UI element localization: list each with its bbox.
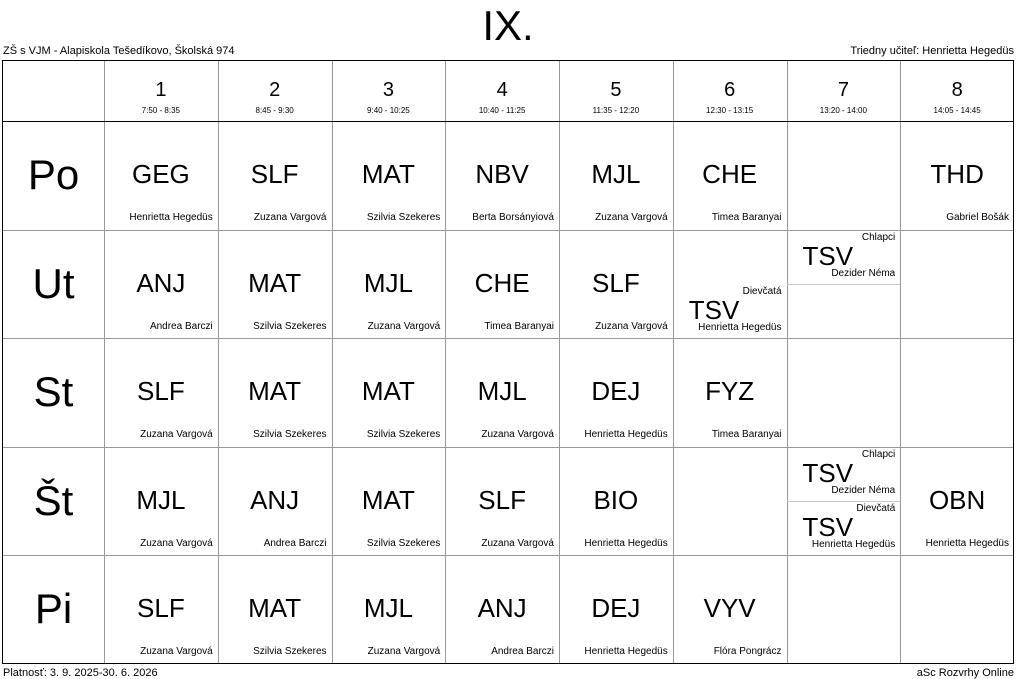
lesson-cell[interactable] <box>218 447 332 556</box>
period-header <box>559 61 673 121</box>
teacher-name: Berta Borsányiová <box>472 212 554 223</box>
day-label: Pi <box>34 585 73 633</box>
subject-code: NBV <box>475 159 529 189</box>
group-label: Chlapci <box>861 231 896 243</box>
brand-text: aSc Rozvrhy Online <box>916 667 1014 679</box>
group-label: Dievčatá <box>742 285 782 297</box>
group-lesson-cell[interactable] <box>673 284 787 338</box>
lesson-cell[interactable] <box>218 230 332 339</box>
teacher-name: Zuzana Vargová <box>367 646 441 658</box>
teacher-name: Flóra Pongrácz <box>713 646 782 658</box>
teacher-name: Szilvia Szekeres <box>366 212 441 223</box>
lesson-cell[interactable] <box>104 338 218 447</box>
lesson-cell[interactable] <box>104 230 218 339</box>
subject-code: DEJ <box>591 593 641 624</box>
timetable-grid <box>2 60 1014 664</box>
lesson-cell[interactable] <box>104 121 218 230</box>
teacher-name: Zuzana Vargová <box>595 212 668 223</box>
teacher-name: Dezider Néma <box>831 484 896 496</box>
lesson-cell[interactable] <box>104 447 218 556</box>
lesson-cell[interactable] <box>332 121 446 230</box>
period-number: 1 <box>155 79 167 101</box>
lesson-cell[interactable] <box>445 555 559 664</box>
subject-code: ANJ <box>250 484 300 515</box>
teacher-name: Szilvia Szekeres <box>253 646 327 658</box>
teacher-name: Szilvia Szekeres <box>366 537 441 549</box>
period-number: 5 <box>610 79 622 101</box>
subject-code: MAT <box>248 593 302 624</box>
teacher-name: Zuzana Vargová <box>140 646 213 658</box>
subject-code: SLF <box>478 484 526 515</box>
group-lesson-cell[interactable] <box>787 230 901 285</box>
lesson-cell[interactable] <box>218 338 332 447</box>
teacher-name: Andrea Barczi <box>149 320 213 332</box>
subject-code: MJL <box>591 159 641 189</box>
teacher-name: Zuzana Vargová <box>481 537 554 549</box>
lesson-cell[interactable] <box>332 555 446 664</box>
validity-text: Platnosť: 3. 9. 2025-30. 6. 2026 <box>3 667 158 679</box>
teacher-name: Henrietta Hegedüs <box>584 429 668 441</box>
teacher-name: Zuzana Vargová <box>367 320 441 332</box>
period-time: 13:20 - 14:00 <box>819 106 867 115</box>
period-time: 11:35 - 12:20 <box>592 106 640 115</box>
teacher-name: Henrietta Hegedüs <box>584 537 668 549</box>
subject-code: OBN <box>928 484 986 515</box>
teacher-name: Szilvia Szekeres <box>253 429 327 441</box>
lesson-cell[interactable] <box>445 447 559 556</box>
lesson-cell[interactable] <box>332 338 446 447</box>
teacher-name: Henrietta Hegedüs <box>584 646 668 658</box>
subject-code: MAT <box>361 484 415 515</box>
subject-code: MAT <box>248 267 302 298</box>
subject-code: MAT <box>361 159 415 189</box>
grid-vline <box>787 61 788 663</box>
lesson-cell[interactable] <box>332 230 446 339</box>
subject-code: TSV <box>688 294 740 325</box>
period-header <box>218 61 332 121</box>
lesson-cell[interactable] <box>445 338 559 447</box>
period-number: 6 <box>724 79 736 101</box>
subject-code: SLF <box>592 267 640 298</box>
teacher-name: Timea Baranyai <box>711 212 782 223</box>
lesson-cell[interactable] <box>673 121 787 230</box>
period-time: 7:50 - 8:35 <box>141 106 180 115</box>
subject-code: SLF <box>137 593 185 624</box>
subject-code: MAT <box>361 376 415 407</box>
class-teacher: Triedny učiteľ: Henrietta Hegedüs <box>850 45 1014 57</box>
lesson-cell[interactable] <box>559 121 673 230</box>
school-name: ZŠ s VJM - Alapiskola Tešedíkovo, Školská 974 <box>3 45 235 57</box>
lesson-cell[interactable] <box>104 555 218 664</box>
period-number: 4 <box>496 79 508 101</box>
lesson-cell[interactable] <box>673 338 787 447</box>
lesson-cell[interactable] <box>218 121 332 230</box>
teacher-name: Andrea Barczi <box>491 646 554 658</box>
teacher-name: Dezider Néma <box>831 267 896 279</box>
subject-code: MJL <box>136 484 186 515</box>
teacher-name: Zuzana Vargová <box>140 429 213 441</box>
period-header <box>445 61 559 121</box>
period-number: 7 <box>837 79 849 101</box>
teacher-name: Zuzana Vargová <box>595 320 668 332</box>
period-time: 8:45 - 9:30 <box>255 106 294 115</box>
day-label: St <box>33 368 74 416</box>
teacher-name: Henrietta Hegedüs <box>129 212 213 223</box>
period-number: 2 <box>269 79 281 101</box>
lesson-cell[interactable] <box>559 447 673 556</box>
lesson-cell[interactable] <box>559 555 673 664</box>
teacher-name: Zuzana Vargová <box>481 429 554 441</box>
teacher-name: Andrea Barczi <box>263 537 327 549</box>
subject-code: TSV <box>802 512 854 543</box>
subject-code: ANJ <box>136 267 186 298</box>
lesson-cell[interactable] <box>900 447 1014 556</box>
subject-code: GEG <box>131 159 190 189</box>
subject-code: MJL <box>363 267 413 298</box>
period-number: 3 <box>382 79 394 101</box>
teacher-name: Gabriel Bošák <box>946 212 1009 223</box>
subject-code: CHE <box>702 159 758 189</box>
teacher-name: Henrietta Hegedüs <box>698 321 782 333</box>
teacher-name: Timea Baranyai <box>711 429 782 441</box>
group-lesson-cell[interactable] <box>787 501 901 555</box>
period-number: 8 <box>951 79 963 101</box>
subject-code: MAT <box>248 376 302 407</box>
lesson-cell[interactable] <box>332 447 446 556</box>
period-header <box>104 61 218 121</box>
day-label: Ut <box>32 259 75 307</box>
period-header <box>673 61 787 121</box>
period-header <box>332 61 446 121</box>
lesson-cell[interactable] <box>559 230 673 339</box>
period-time: 14:05 - 14:45 <box>933 106 981 115</box>
class-title: IX. <box>482 2 534 49</box>
subject-code: BIO <box>593 484 639 515</box>
period-time: 9:40 - 10:25 <box>367 106 410 115</box>
lesson-cell[interactable] <box>218 555 332 664</box>
subject-code: CHE <box>474 267 530 298</box>
day-label: Št <box>33 476 74 524</box>
subject-code: DEJ <box>591 376 641 407</box>
period-time: 10:40 - 11:25 <box>478 106 526 115</box>
lesson-cell[interactable] <box>673 555 787 664</box>
period-header <box>787 61 901 121</box>
teacher-name: Zuzana Vargová <box>253 212 327 223</box>
teacher-name: Timea Baranyai <box>484 320 554 332</box>
day-label: Po <box>27 151 80 198</box>
subject-code: FYZ <box>705 376 755 407</box>
subject-code: MJL <box>363 593 413 624</box>
subject-code: ANJ <box>477 593 527 624</box>
teacher-name: Henrietta Hegedüs <box>811 539 896 551</box>
teacher-name: Zuzana Vargová <box>140 537 213 549</box>
teacher-name: Henrietta Hegedüs <box>925 537 1009 549</box>
teacher-name: Szilvia Szekeres <box>253 320 327 332</box>
lesson-cell[interactable] <box>445 230 559 339</box>
period-header <box>900 61 1014 121</box>
lesson-cell[interactable] <box>445 121 559 230</box>
period-time: 12:30 - 13:15 <box>706 106 754 115</box>
subject-code: SLF <box>137 376 185 407</box>
subject-code: THD <box>930 159 984 189</box>
lesson-cell[interactable] <box>559 338 673 447</box>
subject-code: MJL <box>477 376 527 407</box>
subject-code: SLF <box>250 159 299 189</box>
group-lesson-cell[interactable] <box>787 447 901 502</box>
group-label: Dievčatá <box>856 503 896 515</box>
subject-code: TSV <box>802 240 854 271</box>
subject-code: TSV <box>802 457 854 488</box>
group-label: Chlapci <box>861 448 896 460</box>
lesson-cell[interactable] <box>900 121 1014 230</box>
subject-code: VYV <box>703 593 756 624</box>
teacher-name: Szilvia Szekeres <box>366 429 441 441</box>
